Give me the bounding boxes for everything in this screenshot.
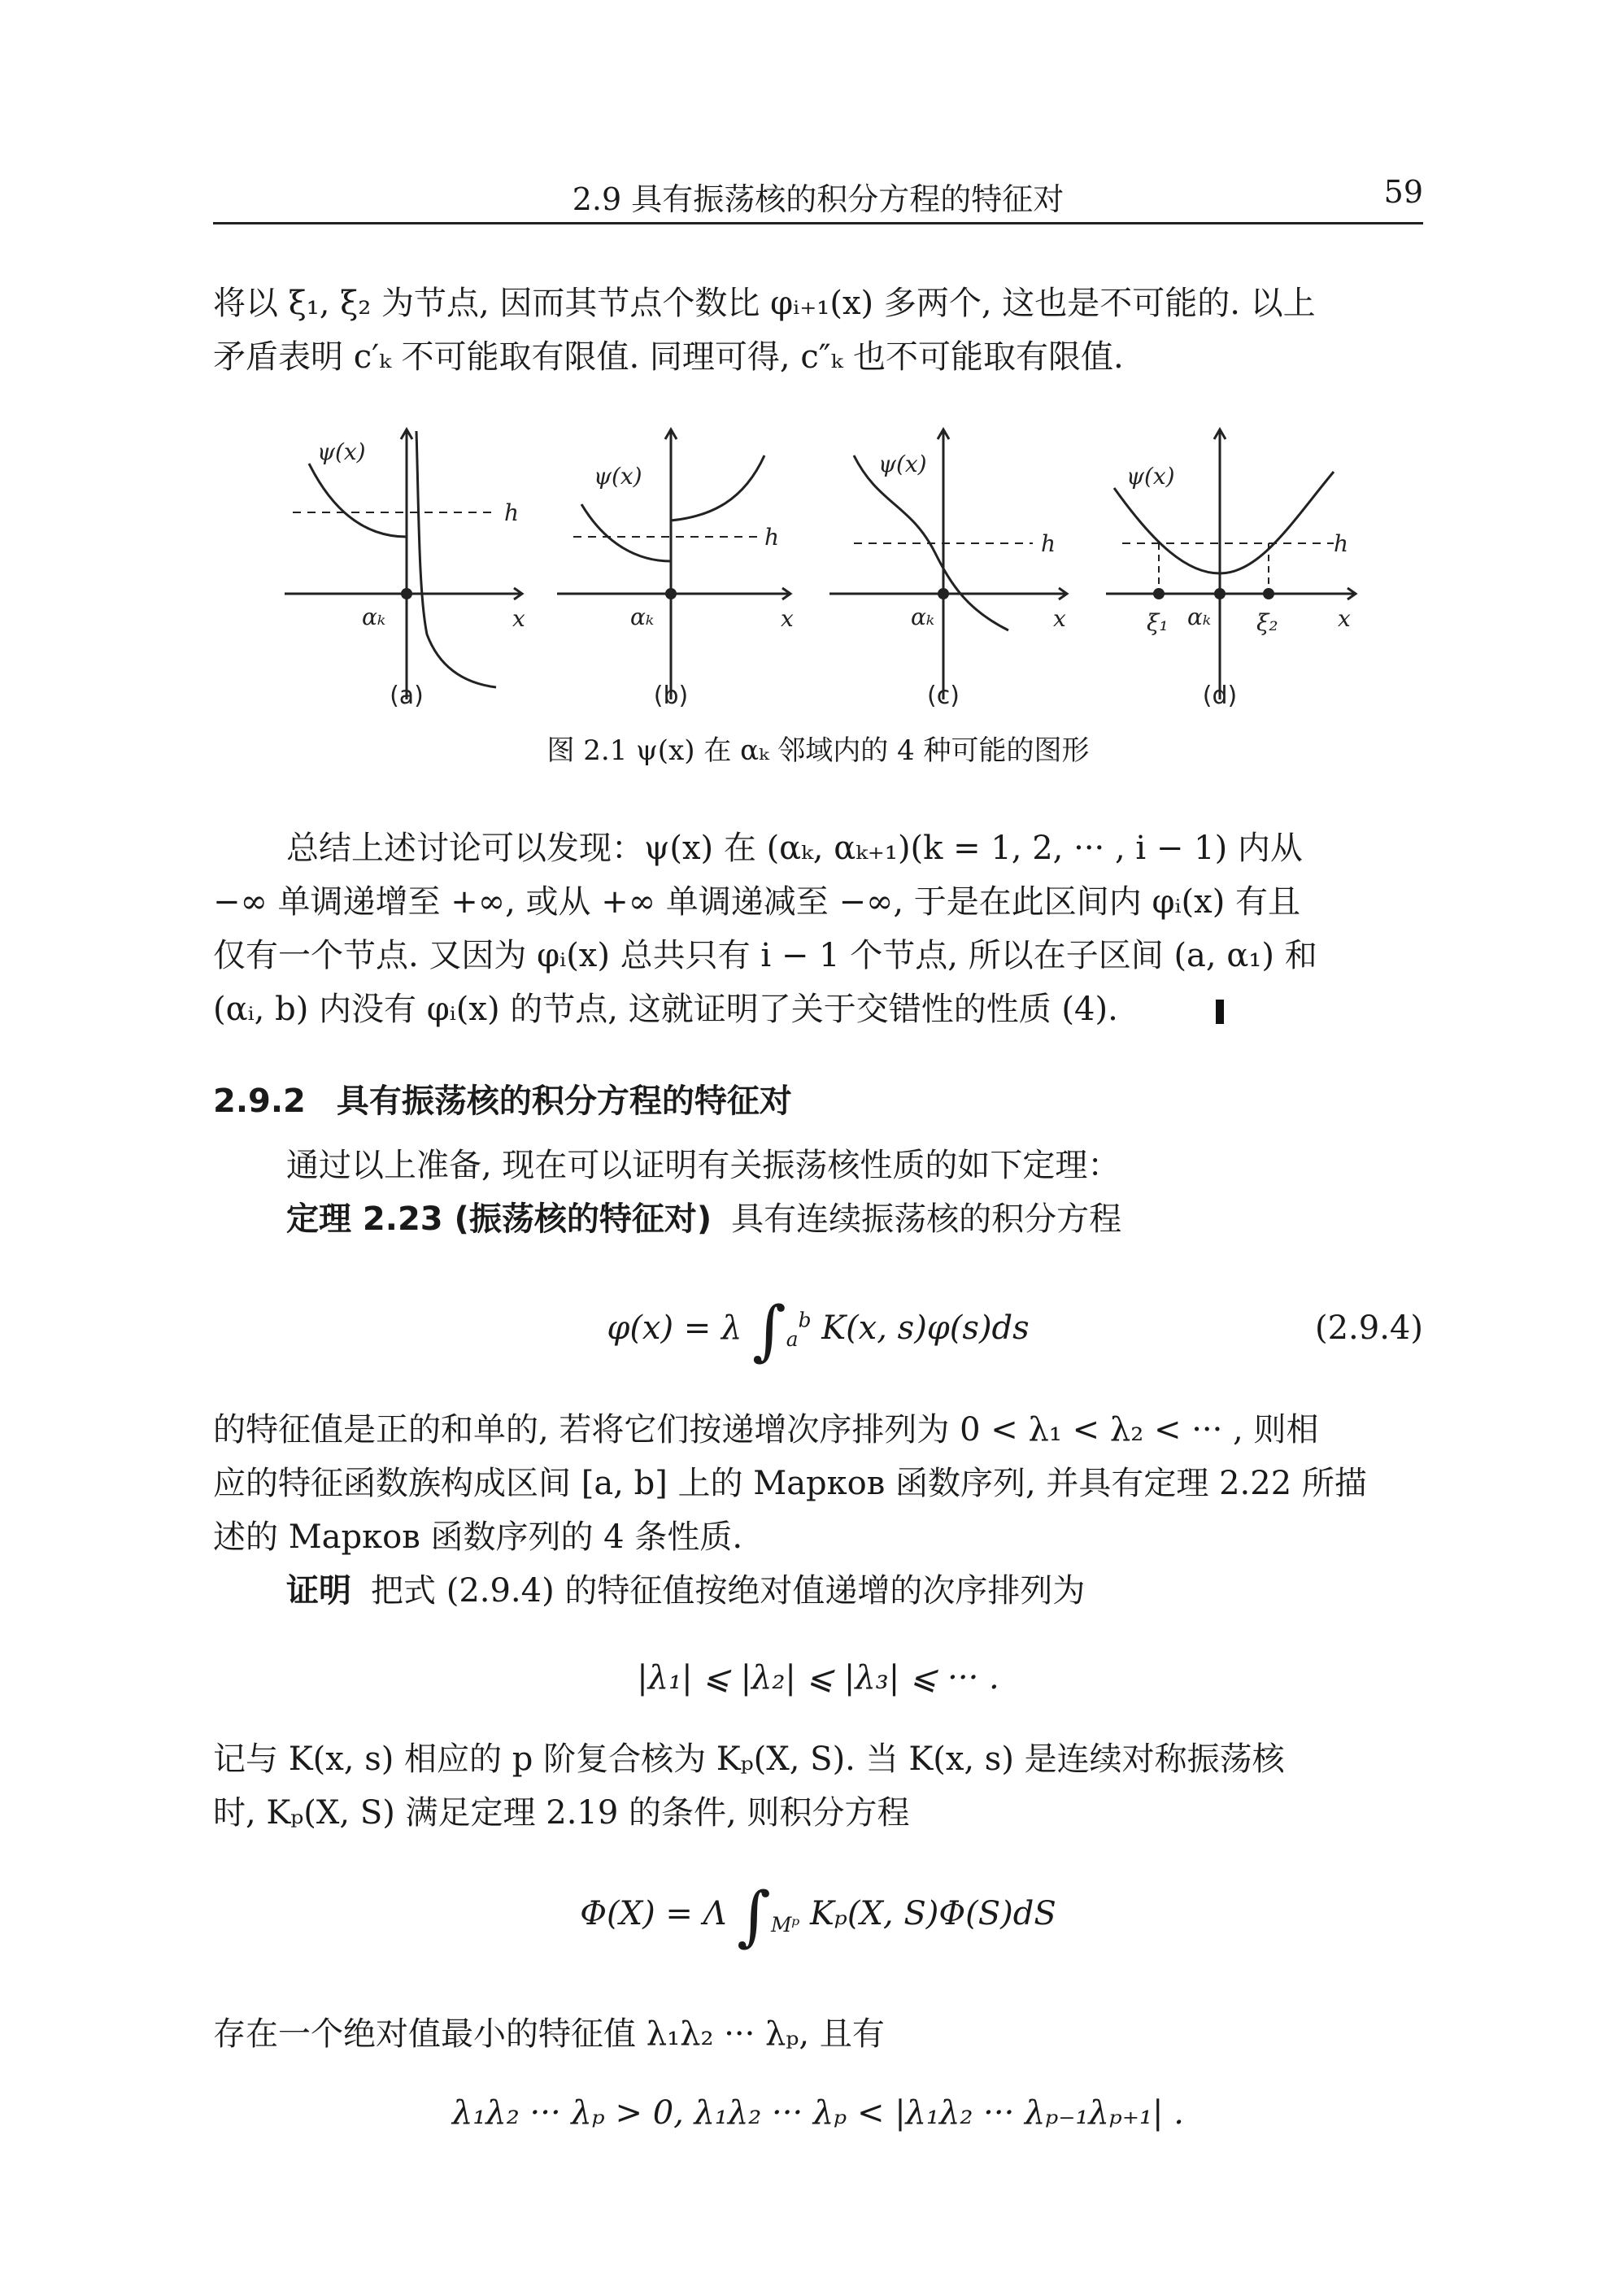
h-label: h bbox=[504, 499, 520, 526]
panel-c bbox=[829, 429, 1067, 699]
h-label: h bbox=[764, 524, 780, 551]
eq-rhs: Kₚ(X, S)Φ(S)dS bbox=[809, 1895, 1056, 1932]
panel-label: (b) bbox=[653, 682, 689, 710]
panel-label: (c) bbox=[927, 682, 960, 710]
psi-label: ψ(x) bbox=[317, 438, 366, 465]
x-label: x bbox=[512, 605, 525, 632]
header-title: 2.9 具有振荡核的积分方程的特征对 bbox=[572, 181, 1065, 217]
paragraph-4 bbox=[213, 1732, 1423, 1840]
text-line: 将以 ξ₁, ξ₂ 为节点, 因而其节点个数比 φᵢ₊₁(x) 多两个, 这也是不可能的. 以上 bbox=[213, 285, 1316, 322]
theorem-head: 定理 2.23 (振荡核的特征对) bbox=[286, 1200, 712, 1238]
panel-a bbox=[285, 429, 522, 699]
equation-compound-kernel bbox=[213, 1878, 1423, 1954]
curve-right bbox=[416, 431, 496, 687]
x-label: x bbox=[1338, 605, 1351, 632]
section-heading bbox=[213, 1075, 792, 1122]
header-rule bbox=[213, 222, 1423, 224]
alpha-label: αₖ bbox=[1187, 603, 1212, 630]
equation-2-9-4 bbox=[213, 1292, 1423, 1368]
xi1-label: ξ₁ bbox=[1147, 609, 1169, 636]
panel-label: (d) bbox=[1202, 682, 1238, 710]
psi-label: ψ(x) bbox=[1126, 463, 1175, 490]
text-line: 总结上述讨论可以发现：ψ(x) 在 (αₖ, αₖ₊₁)(k = 1, 2, ··· , i − 1) 内从 bbox=[286, 830, 1303, 867]
text-line: 矛盾表明 c′ₖ 不可能取有限值. 同理可得, c″ₖ 也不可能取有限值. bbox=[213, 338, 1124, 376]
integral-sign: ∫ bbox=[752, 1292, 786, 1368]
paragraph-1 bbox=[213, 277, 1423, 384]
text-line: 记与 K(x, s) 相应的 p 阶复合核为 Kₚ(X, S). 当 K(x, s) 是连续对称振荡核 bbox=[213, 1741, 1285, 1778]
paragraph-3 bbox=[213, 1403, 1423, 1618]
theorem-text: 具有连续振荡核的积分方程 bbox=[731, 1200, 1122, 1238]
section-title: 具有振荡核的积分方程的特征对 bbox=[336, 1083, 792, 1120]
curve-left bbox=[309, 464, 407, 537]
qed-mark bbox=[1216, 1000, 1224, 1024]
text-line: 通过以上准备, 现在可以证明有关振荡核性质的如下定理： bbox=[286, 1147, 1121, 1184]
eq-lower: a bbox=[786, 1327, 799, 1351]
integral-sign: ∫ bbox=[737, 1878, 771, 1954]
x-label: x bbox=[1053, 605, 1066, 632]
intro-block bbox=[213, 1139, 1423, 1246]
xi2-label: ξ₂ bbox=[1256, 609, 1278, 636]
h-label: h bbox=[1041, 530, 1056, 557]
text-line: 时, Kₚ(X, S) 满足定理 2.19 的条件, 则积分方程 bbox=[213, 1794, 910, 1832]
figure-caption: 图 2.1 ψ(x) 在 αₖ 邻域内的 4 种可能的图形 bbox=[546, 734, 1090, 767]
eq-rhs: K(x, s)φ(s)ds bbox=[821, 1309, 1030, 1347]
eq-upper: b bbox=[798, 1308, 812, 1332]
eq-lhs: Φ(X) = Λ bbox=[580, 1895, 727, 1932]
text-line: 的特征值是正的和单的, 若将它们按递增次序排列为 0 < λ₁ < λ₂ < ··· , 则相 bbox=[213, 1411, 1319, 1449]
equation-number: (2.9.4) bbox=[1315, 1309, 1423, 1347]
running-header bbox=[213, 168, 1423, 216]
text-line: 仅有一个节点. 又因为 φᵢ(x) 总共只有 i − 1 个节点, 所以在子区间 (a, α₁) 和 bbox=[213, 937, 1317, 974]
equation-eigen-order: |λ₁| ⩽ |λ₂| ⩽ |λ₃| ⩽ ··· . bbox=[637, 1659, 999, 1697]
panel-label: (a) bbox=[390, 682, 424, 710]
h-label: h bbox=[1334, 530, 1349, 557]
eq-lower: Mᵖ bbox=[770, 1913, 800, 1937]
text-line: 存在一个绝对值最小的特征值 λ₁λ₂ ··· λₚ, 且有 bbox=[213, 2015, 885, 2053]
panel-b bbox=[557, 429, 790, 699]
psi-label: ψ(x) bbox=[878, 451, 927, 477]
paragraph-2 bbox=[213, 821, 1423, 1036]
equation-inequality: λ₁λ₂ ··· λₚ > 0, λ₁λ₂ ··· λₚ < |λ₁λ₂ ··· λₚ₋₁λₚ₊₁| . bbox=[452, 2094, 1184, 2132]
text-line bbox=[213, 982, 1423, 1036]
alpha-label: αₖ bbox=[362, 603, 386, 630]
eq-lhs: φ(x) = λ bbox=[607, 1309, 742, 1347]
text-line: 应的特征函数族构成区间 [a, b] 上的 Марков 函数序列, 并具有定理 2.22 所描 bbox=[213, 1465, 1367, 1502]
page-number: 59 bbox=[1383, 174, 1423, 210]
alpha-label: αₖ bbox=[630, 603, 655, 630]
section-number: 2.9.2 bbox=[213, 1083, 306, 1120]
text-span: (αᵢ, b) 内没有 φᵢ(x) 的节点, 这就证明了关于交错性的性质 (4). bbox=[213, 991, 1118, 1028]
paragraph-5 bbox=[213, 2007, 1423, 2061]
text-line: 述的 Марков 函数序列的 4 条性质. bbox=[213, 1518, 743, 1556]
proof-text: 把式 (2.9.4) 的特征值按绝对值递增的次序排列为 bbox=[371, 1572, 1086, 1610]
proof-line bbox=[213, 1564, 1423, 1618]
psi-label: ψ(x) bbox=[594, 463, 642, 490]
theorem-line bbox=[213, 1192, 1423, 1246]
alpha-label: αₖ bbox=[911, 603, 935, 630]
x-label: x bbox=[781, 605, 794, 632]
figure-2-1 bbox=[276, 423, 1358, 732]
text-line: −∞ 单调递增至 +∞, 或从 +∞ 单调递减至 −∞, 于是在此区间内 φᵢ(x) 有且 bbox=[213, 883, 1301, 921]
proof-head: 证明 bbox=[286, 1572, 351, 1610]
